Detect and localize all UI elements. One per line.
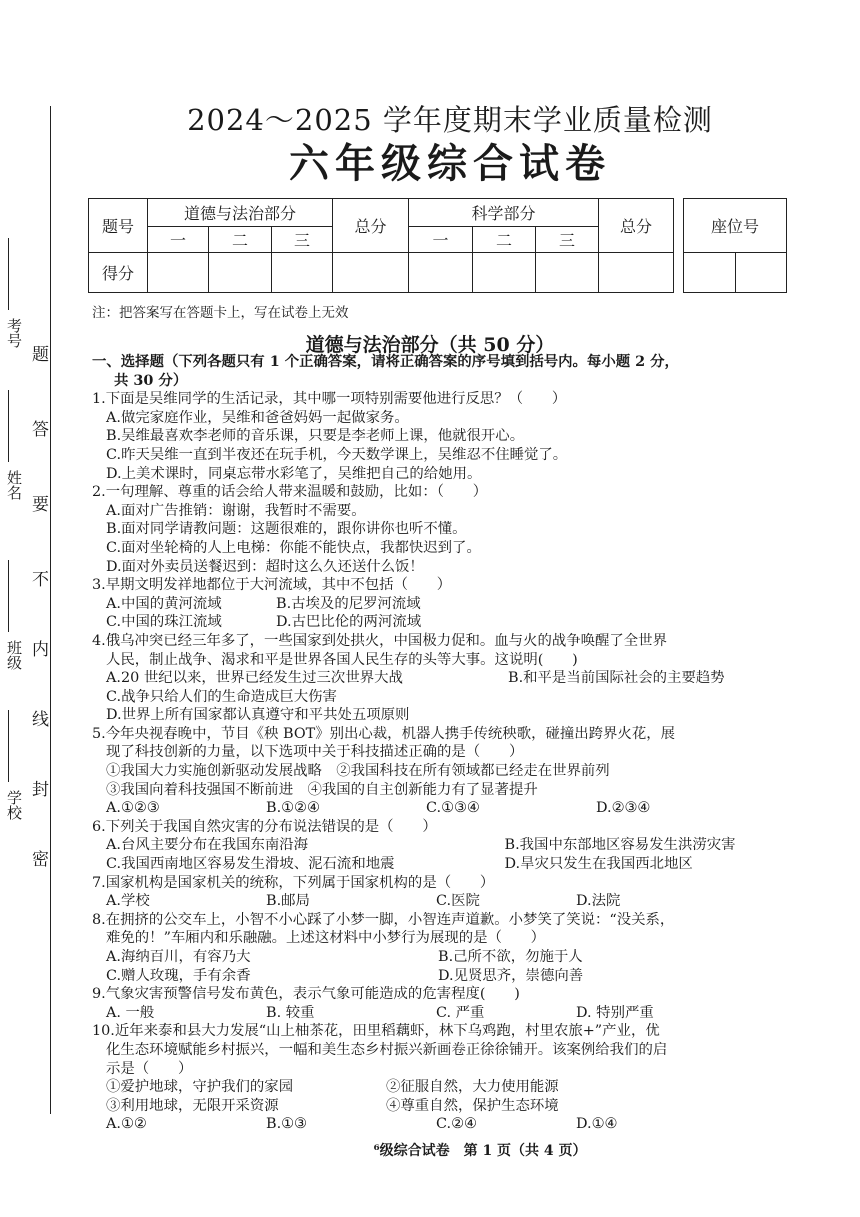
row-label-score: 得分 [89, 253, 148, 293]
option: A.中国的黄河流域 [106, 595, 222, 612]
option: C.赠人玫瑰，手有余香 [106, 967, 251, 984]
question-item [92, 911, 792, 985]
option-row [106, 595, 792, 614]
question-body [92, 353, 792, 1134]
field-label: 考号 [5, 318, 23, 348]
page-footer: ⁶级综合试卷 第 1 页（共 4 页） [373, 1143, 587, 1159]
option-row [106, 892, 792, 911]
score-cell[interactable] [536, 253, 599, 293]
col-header: 一 [148, 227, 209, 253]
question-list [92, 390, 792, 1134]
seat-cell[interactable] [684, 253, 736, 293]
seal-char: 要 [28, 495, 48, 512]
option: C. 严重 [436, 1004, 485, 1021]
question-item [92, 483, 792, 576]
option: B.邮局 [266, 893, 310, 910]
question-stem: 8.在拥挤的公交车上，小智不小心踩了小梦一脚，小智连声道歉。小梦笑了笑说：“没关系， [92, 911, 675, 928]
option: D. 特别严重 [576, 1004, 654, 1021]
option: B.①③ [266, 1116, 307, 1133]
part-header: 一、选择题（下列各题只有 1 个正确答案，请将正确答案的序号填到括号内。每小题 2 分， [92, 353, 679, 370]
group-science: 科学部分 [409, 199, 599, 227]
question-stem: 3.早期文明发祥地都位于大河流域，其中不包括（ ） [92, 577, 452, 594]
question-item [92, 818, 792, 874]
option: D.②③④ [596, 800, 651, 817]
score-cell[interactable] [409, 253, 473, 293]
option: C.战争只给人们的生命造成巨大伤害 [106, 688, 337, 705]
field-label: 学校 [5, 790, 23, 820]
option: A. 一般 [106, 1004, 155, 1021]
option: A.①②③ [106, 800, 160, 817]
option: C.我国西南地区容易发生滑坡、泥石流和地震 [106, 856, 395, 873]
field-label: 班级 [5, 640, 23, 670]
option: D.见贤思齐，崇德向善 [438, 967, 584, 984]
option: C.昨天吴维一直到半夜还在玩手机，今天数学课上，吴维忍不住睡觉了。 [106, 446, 568, 463]
option-row [106, 1115, 792, 1134]
question-stem-cont: 难免的！”车厢内和乐融融。上述这材料中小梦行为展现的是（ ） [106, 930, 546, 947]
option: B.吴维最喜欢李老师的音乐课，只要是李老师上课，他就很开心。 [106, 428, 525, 445]
field-blank[interactable] [8, 238, 9, 310]
score-cell[interactable] [473, 253, 536, 293]
seal-char: 答 [28, 420, 48, 437]
option: A.学校 [106, 893, 150, 910]
seal-char: 不 [28, 570, 48, 587]
option: A.海纳百川，有容乃大 [106, 949, 251, 965]
question-item [92, 576, 792, 632]
col-header: 三 [272, 227, 333, 253]
score-cell[interactable] [148, 253, 209, 293]
question-stem-cont: 人民，制止战争、渴求和平是世界各国人民生存的头等大事。这说明( ) [106, 651, 578, 668]
option-row [106, 1097, 792, 1116]
col-header: 一 [409, 227, 473, 253]
option: ①我国大力实施创新驱动发展战略 ②我国科技在所有领域都已经走在世界前列 [106, 763, 610, 780]
question-stem-cont: 现了科技创新的力量，以下选项中关于科技描述正确的是（ ） [106, 744, 524, 761]
option: D.旱灾只发生在我国西北地区 [504, 856, 693, 873]
col-header: 二 [209, 227, 272, 253]
question-stem: 7.国家机构是国家机关的统称，下列属于国家机构的是（ ） [92, 874, 495, 891]
option: D.古巴比伦的两河流域 [276, 614, 422, 631]
seat-table [683, 198, 787, 293]
option: B.己所不欲，勿施于人 [438, 949, 583, 965]
option: B.和平是当前国际社会的主要趋势 [508, 670, 725, 687]
section-title: 道德与法治部分（共 50 分） [305, 334, 555, 356]
option: C.医院 [436, 893, 480, 910]
seal-char: 密 [28, 850, 48, 867]
total-header-2: 总分 [599, 199, 674, 253]
seal-char: 题 [28, 345, 48, 362]
option-row [106, 967, 792, 986]
score-cell[interactable] [599, 253, 674, 293]
field-label: 姓名 [5, 470, 23, 500]
seal-char: 封 [28, 780, 48, 797]
question-stem: 9.气象灾害预警信号发布黄色，表示气象可能造成的危害程度( ) [92, 986, 520, 1003]
option-row [106, 948, 792, 967]
col-header: 三 [536, 227, 599, 253]
option-row [106, 799, 792, 818]
question-stem-cont: 示是（ ） [106, 1060, 193, 1077]
exam-subtitle: 六年级综合试卷 [289, 140, 611, 187]
score-table [88, 198, 674, 293]
col-header: 二 [473, 227, 536, 253]
option: A.台风主要分布在我国东南沿海 [106, 837, 309, 854]
option: B.古埃及的尼罗河流域 [276, 595, 421, 612]
question-stem: 4.俄乌冲突已经三年多了，一些国家到处拱火，中国极力促和。血与火的战争唤醒了全世界 [92, 632, 667, 649]
question-stem: 2.一句理解、尊重的话会给人带来温暖和鼓励，比如：（ ） [92, 484, 488, 501]
part-header-cont: 共 30 分） [114, 371, 188, 389]
question-stem: 5.今年央视春晚中，节目《秧 BOT》别出心裁，机器人携手传统秧歌，碰撞出跨界火花，展 [92, 725, 675, 742]
option-row [106, 1078, 792, 1097]
exam-title: 2024～2025 学年度期末学业质量检测 [187, 103, 713, 137]
option: C.②④ [436, 1116, 477, 1133]
option: ①爱护地球，守护我们的家园 [106, 1079, 294, 1096]
option-row [106, 669, 792, 688]
option: A.①② [106, 1116, 147, 1133]
score-cell[interactable] [333, 253, 409, 293]
question-stem: 6.下列关于我国自然灾害的分布说法错误的是（ ） [92, 818, 437, 835]
question-item [92, 874, 792, 911]
question-stem: 10.近年来泰和县大力发展“山上柚茶花，田里稻藕虾，林下乌鸡跑，村里农旅+”产业，优 [92, 1023, 660, 1040]
seat-cell[interactable] [735, 253, 787, 293]
field-blank[interactable] [8, 710, 9, 782]
seal-char: 内 [28, 640, 48, 657]
option: B.我国中东部地区容易发生洪涝灾害 [504, 837, 736, 854]
score-cell[interactable] [209, 253, 272, 293]
option: C.中国的珠江流域 [106, 614, 222, 631]
seal-char: 线 [28, 710, 48, 727]
total-header: 总分 [333, 199, 409, 253]
option: B.①②④ [266, 800, 320, 817]
question-item [92, 390, 792, 483]
field-blank[interactable] [8, 560, 9, 632]
answer-note: 注：把答案写在答题卡上，写在试卷上无效 [92, 305, 349, 321]
seat-label: 座位号 [684, 199, 787, 253]
option: B. 较重 [266, 1004, 315, 1021]
option: ③利用地球，无限开采资源 [106, 1097, 279, 1114]
option: A.面对广告推销：谢谢，我暂时不需要。 [106, 502, 366, 519]
option-row [106, 855, 792, 874]
option: D.法院 [576, 893, 621, 910]
option: D.上美术课时，同桌忘带水彩笔了，吴维把自己的给她用。 [106, 465, 482, 482]
option: D.面对外卖员送餐迟到：超时这么久还送什么饭！ [106, 558, 424, 575]
option-row [106, 836, 792, 855]
option: B.面对同学请教问题：这题很难的，跟你讲你也听不懂。 [106, 521, 467, 538]
question-stem: 1.下面是吴维同学的生活记录，其中哪一项特别需要他进行反思？（ ） [92, 391, 567, 408]
option: D.①④ [576, 1116, 618, 1133]
field-blank[interactable] [8, 390, 9, 462]
option-row [106, 1004, 792, 1023]
score-cell[interactable] [272, 253, 333, 293]
option: C.面对坐轮椅的人上电梯：你能不能快点，我都快迟到了。 [106, 539, 481, 556]
option: ④尊重自然，保护生态环境 [386, 1097, 559, 1114]
option: ②征服自然，大力使用能源 [386, 1079, 559, 1096]
question-item [92, 985, 792, 1022]
row-label-question: 题号 [89, 199, 148, 253]
option: ③我国向着科技强国不断前进 ④我国的自主创新能力有了显著提升 [106, 781, 538, 798]
option-row [106, 613, 792, 632]
binding-line [50, 106, 51, 1114]
option: D.世界上所有国家都认真遵守和平共处五项原则 [106, 707, 410, 724]
option: C.①③④ [426, 800, 480, 817]
option: A.20 世纪以来，世界已经发生过三次世界大战 [106, 670, 403, 687]
question-stem-cont: 化生态环境赋能乡村振兴，一幅和美生态乡村振兴新画卷正徐徐铺开。该案例给我们的启 [106, 1041, 668, 1058]
option: A.做完家庭作业，吴维和爸爸妈妈一起做家务。 [106, 409, 409, 426]
group-moral-law: 道德与法治部分 [148, 199, 333, 227]
question-item [92, 632, 792, 725]
question-item [92, 1022, 792, 1134]
question-item [92, 725, 792, 818]
